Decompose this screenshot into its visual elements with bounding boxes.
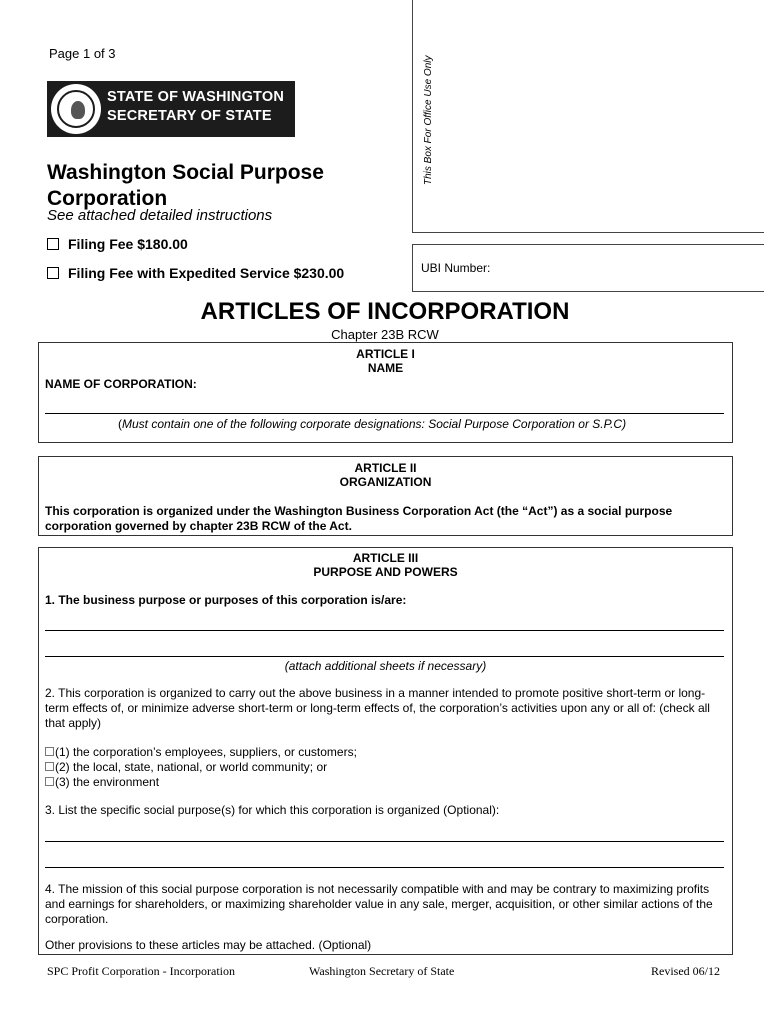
filing-fee-option[interactable] xyxy=(47,236,188,252)
article-3-section xyxy=(38,547,733,955)
footer-agency: Washington Secretary of State xyxy=(309,964,455,978)
state-seal-icon xyxy=(51,84,101,134)
community-label: (2) the local, state, national, or world community; or xyxy=(55,760,328,774)
environment-option[interactable] xyxy=(45,775,159,789)
logo-line-2: SECRETARY OF STATE xyxy=(107,108,272,124)
instructions-note: See attached detailed instructions xyxy=(47,207,273,224)
corporation-name-input[interactable] xyxy=(45,413,724,414)
corporation-name-label: NAME OF CORPORATION: xyxy=(45,377,197,391)
office-use-label: This Box For Office Use Only xyxy=(423,55,434,185)
article-2-subheading: ORGANIZATION xyxy=(339,475,432,489)
ubi-number-field[interactable] xyxy=(412,244,764,292)
article-1-subheading: NAME xyxy=(367,361,404,375)
article-3-subheading: PURPOSE AND POWERS xyxy=(313,565,458,579)
social-purpose-line-1[interactable] xyxy=(45,841,724,842)
environment-checkbox[interactable] xyxy=(45,777,54,786)
chapter-reference: Chapter 23B RCW xyxy=(331,327,439,342)
stakeholders-label: (1) the corporation’s employees, suppliers, or customers; xyxy=(55,745,357,759)
designation-note: (Must contain one of the following corporate designations: Social Purpose Corporation or S.P.C) xyxy=(118,417,627,431)
article-2-section xyxy=(38,456,733,536)
business-purpose-line-1[interactable] xyxy=(45,630,724,631)
form-title: Washington Social Purpose Corporation xyxy=(47,161,324,210)
community-checkbox[interactable] xyxy=(45,762,54,771)
mission-statement: 4. The mission of this social purpose corporation is not necessarily compatible with and may be contrary to maximizing profits and earnings for shareholders, or maximizing shareholder value in any sale, merger, acquisition, or other similar actions of the corporation. xyxy=(45,882,713,926)
expedited-fee-checkbox[interactable] xyxy=(47,267,59,279)
environment-label: (3) the environment xyxy=(55,775,160,789)
article-2-heading: ARTICLE II xyxy=(354,461,417,475)
organization-statement: This corporation is organized under the Washington Business Corporation Act (the “Act”) as a social purpose corporation governed by chapter 23B RCW of the Act. xyxy=(45,504,673,533)
filing-fee-checkbox[interactable] xyxy=(47,238,59,250)
document-title: ARTICLES OF INCORPORATION xyxy=(200,298,570,325)
office-use-box xyxy=(412,0,764,233)
filing-fee-label: Filing Fee $180.00 xyxy=(68,236,188,252)
social-purpose-line-2[interactable] xyxy=(45,867,724,868)
article-1-section xyxy=(38,342,733,443)
footer-form-name: SPC Profit Corporation - Incorporation xyxy=(47,964,235,978)
expedited-fee-label: Filing Fee with Expedited Service $230.00 xyxy=(68,265,345,281)
page-number: Page 1 of 3 xyxy=(49,46,116,61)
business-purpose-question: 1. The business purpose or purposes of this corporation is/are: xyxy=(45,593,407,607)
footer-revision: Revised 06/12 xyxy=(651,964,720,978)
ubi-number-label: UBI Number: xyxy=(421,261,491,275)
expedited-fee-option[interactable] xyxy=(47,265,344,281)
secretary-of-state-logo xyxy=(47,81,295,137)
attach-sheets-note: (attach additional sheets if necessary) xyxy=(284,659,487,673)
other-provisions-note: Other provisions to these articles may be attached. (Optional) xyxy=(45,938,372,952)
purpose-effects-statement: 2. This corporation is organized to carry out the above business in a manner intended to promote positive short-term or long-term effects of, or minimize adverse short-term or long-term effects of, the corporation’s activities upon any or all of: (check all that apply) xyxy=(45,686,710,730)
stakeholders-option[interactable] xyxy=(45,745,357,759)
stakeholders-checkbox[interactable] xyxy=(45,747,54,756)
business-purpose-line-2[interactable] xyxy=(45,656,724,657)
article-1-heading: ARTICLE I xyxy=(356,347,415,361)
article-3-heading: ARTICLE III xyxy=(352,551,419,565)
community-option[interactable] xyxy=(45,760,327,774)
logo-line-1: STATE OF WASHINGTON xyxy=(107,89,284,105)
social-purpose-question: 3. List the specific social purpose(s) for which this corporation is organized (Optional): xyxy=(45,803,500,817)
